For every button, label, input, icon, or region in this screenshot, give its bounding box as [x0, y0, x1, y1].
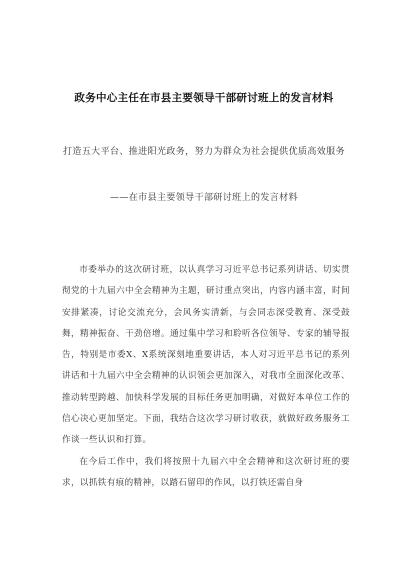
document-byline: ——在市县主要领导干部研讨班上的发言材料 [109, 193, 298, 203]
body-paragraph: 在今后工作中，我们将按照十九届六中全会精神和这次研讨班的要求，以抓铁有痕的精神，以踏石留印的作风，以打铁还需自身 [62, 456, 350, 488]
body-paragraph: 市委举办的这次研讨班，以认真学习习近平总书记系列讲话、切实贯彻党的十九届六中全会精神为主题，研讨重点突出，内容内涵丰富，时间安排紧凑，讨论交流充分，会风务实清新，与会同志深受教育、深受鼓舞，精神振奋、干劲倍增。通过集中学习和聆听各位领导、专家的辅导报告，特别是市委X、X系统深刻地重要讲话，本人对习近平总书记的系列讲话和十九届六中全会精神的认识领会更加深入，对我市全面深化改革、推动转型跨越、加快科学发展的目标任务更加明确，对做好本单位工作的信心决心更加坚定。下面，我结合这次学习研讨收获，就做好政务服务工作谈一些认识和打算。 [62, 265, 350, 446]
document-title: 政务中心主任在市县主要领导干部研讨班上的发言材料 [74, 92, 334, 104]
document-subtitle: 打造五大平台、推进阳光政务，努力为群众为社会提供优质高效服务 [62, 147, 345, 157]
document-body [62, 260, 350, 494]
